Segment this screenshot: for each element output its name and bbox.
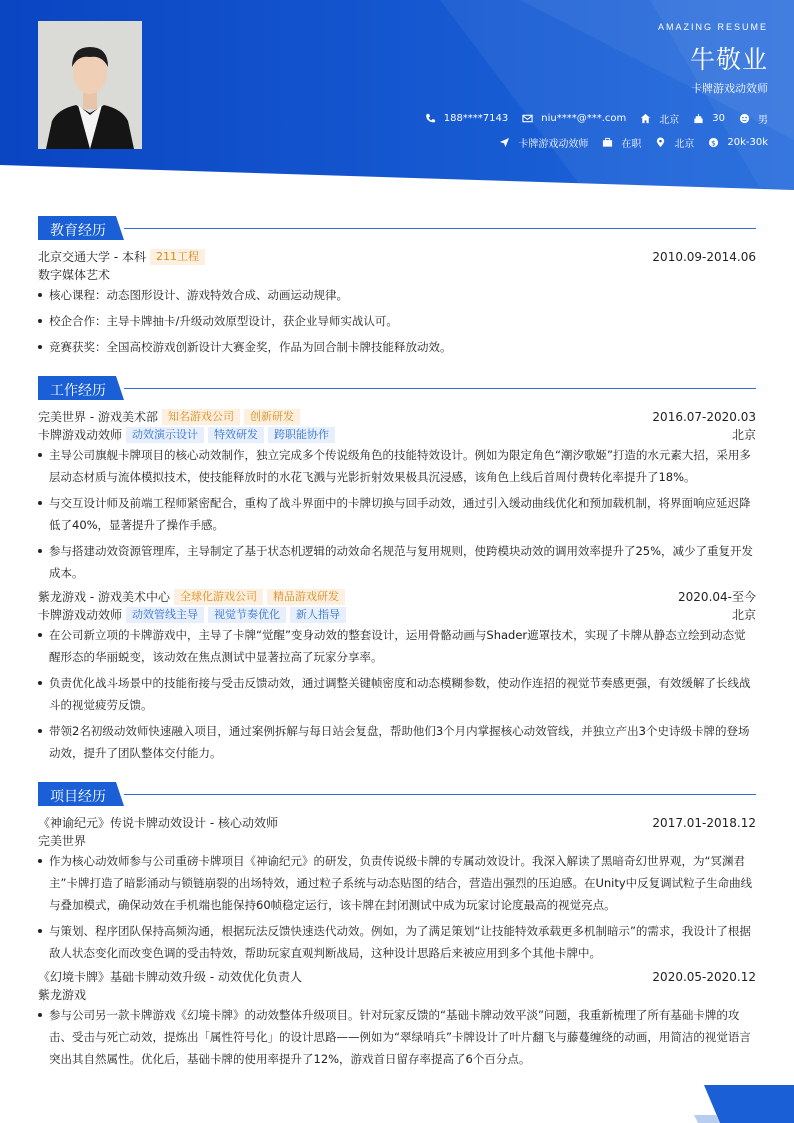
project-name: 《幻境卡牌》基础卡牌动效升级 - 动效优化负责人: [38, 970, 302, 984]
job-bullets: [38, 624, 756, 768]
skill-tag: 视觉节奏优化: [208, 607, 286, 623]
section-tab: [38, 216, 124, 240]
company-tag: 知名游戏公司: [162, 409, 240, 425]
email-text: niu****@***.com: [541, 113, 627, 124]
target-role-text: 卡牌游戏动效师: [518, 139, 589, 150]
info-email: [522, 113, 626, 124]
candidate-role: 卡牌游戏动效师: [691, 82, 768, 95]
list-item: 参与公司另一款卡牌游戏《幻境卡牌》的动效整体升级项目。针对玩家反馈的“基础卡牌动效平淡”问题，我重新梳理了所有基础卡牌的攻击、受击与死亡动效，提炼出「属性符号化」的设计思路——例如为“翠绿哨兵”卡牌设计了叶片翻飞与藤蔓缠绕的动画，用简洁的视觉语言突出其自然属性。优化后，基础卡牌的使用率提升了12%，游戏首日留存率提高了6个百分点。: [38, 1004, 756, 1070]
project-company-row: [38, 832, 756, 850]
job-company: 完美世界 - 游戏美术部: [38, 410, 158, 424]
major: 数字媒体艺术: [38, 268, 111, 282]
location-icon: [655, 137, 666, 148]
section-title: 项目经历: [50, 789, 106, 805]
briefcase-icon: [602, 137, 613, 148]
candidate-name: 牛敬业: [689, 45, 768, 74]
project-title-row: [38, 968, 756, 986]
list-item: 带领2名初级动效师快速融入项目，通过案例拆解与每日站会复盘，帮助他们3个月内掌握核心动效管线，并独立产出3个史诗级卡牌的登场动效，提升了团队整体交付能力。: [38, 720, 756, 764]
job-company-row: [38, 408, 756, 426]
section-divider: [124, 794, 756, 795]
project-name: 《神谕纪元》传说卡牌动效设计 - 核心动效师: [38, 816, 278, 830]
salary-text: 20k-30k: [727, 137, 768, 148]
project-date: 2017.01-2018.12: [652, 816, 756, 830]
gender-text: 男: [758, 115, 768, 126]
info-target-city: [655, 135, 694, 150]
job-intent-row: [485, 135, 768, 150]
section-work-header: [38, 376, 756, 400]
list-item: 校企合作：主导卡牌抽卡/升级动效原型设计，获企业导师实战认可。: [38, 310, 756, 332]
skill-tag: 特效研发: [208, 427, 264, 443]
project-bullets: [38, 1004, 756, 1074]
job-date: 2016.07-2020.03: [652, 410, 756, 424]
mail-icon: [522, 113, 533, 124]
status-text: 在职: [621, 139, 642, 150]
salary-icon: [708, 137, 719, 148]
info-phone: [425, 113, 509, 124]
job-city: 北京: [731, 608, 756, 622]
phone-text: 188****7143: [443, 113, 509, 124]
job-position: 卡牌游戏动效师: [38, 428, 123, 442]
job-position-row: [38, 426, 756, 444]
section-tab: [38, 782, 124, 806]
list-item: 负责优化战斗场景中的技能衔接与受击反馈动效，通过调整关键帧密度和动态模糊参数，使动作连招的视觉节奏感更强，有效缓解了长线战斗的视觉疲劳反馈。: [38, 672, 756, 716]
list-item: 参与搭建动效资源管理库，主导制定了基于状态机逻辑的动效命名规范与复用规则，使跨模块动效的调用效率提升了25%，减少了重复开发成本。: [38, 540, 756, 584]
project-company-row: [38, 986, 756, 1004]
svg-text:$: $: [711, 138, 717, 148]
skill-tag: 动效演示设计: [126, 427, 204, 443]
cake-icon: [693, 113, 704, 124]
skill-tag: 新人指导: [290, 607, 346, 623]
job-position: 卡牌游戏动效师: [38, 608, 123, 622]
section-education-header: [38, 216, 756, 240]
education-date: 2010.09-2014.06: [652, 250, 756, 264]
list-item: 作为核心动效师参与公司重磅卡牌项目《神谕纪元》的研发，负责传说级卡牌的专属动效设计。我深入解读了黑暗奇幻世界观，为“冥渊君主”卡牌打造了暗影涌动与锁链崩裂的出场特效，通过粒子系统与动态贴图的结合，营造出强烈的压迫感。在Unity中反复调试粒子生命曲线与叠加模式，确保动效在手机端也能保持60帧稳定运行，该卡牌在封闭测试中成为玩家讨论度最高的视觉亮点。: [38, 850, 756, 916]
target-city-text: 北京: [674, 139, 695, 150]
job-position-row: [38, 606, 756, 624]
project-title-row: [38, 814, 756, 832]
list-item: 与策划、程序团队保持高频沟通，根据玩法反馈快速迭代动效。例如，为了满足策划“让技能特效承载更多机制暗示”的需求，我设计了根据敌人状态变化而改变色调的受击特效，帮助玩家直观判断战局，这种设计思路后来被应用到多个其他卡牌中。: [38, 920, 756, 964]
list-item: 与交互设计师及前端工程师紧密配合，重构了战斗界面中的卡牌切换与回手动效，通过引入缓动曲线优化和预加载机制，将界面响应延迟降低了40%，显著提升了操作手感。: [38, 492, 756, 536]
contact-info-row: [411, 111, 768, 126]
education-major-row: [38, 266, 756, 284]
project-company: 完美世界: [38, 834, 87, 848]
info-salary: [708, 137, 768, 148]
section-divider: [124, 388, 756, 389]
school-name: 北京交通大学 - 本科: [38, 250, 146, 264]
education-bullets: [38, 284, 756, 362]
job-date: 2020.04-至今: [678, 590, 756, 604]
info-target-role: [499, 135, 588, 150]
section-title: 工作经历: [50, 383, 106, 399]
gender-icon: [739, 113, 750, 124]
company-tag: 创新研发: [244, 409, 300, 425]
home-text: 北京: [659, 115, 680, 126]
resume-header: [0, 0, 794, 200]
list-item: 核心课程：动态图形设计、游戏特效合成、动画运动规律。: [38, 284, 756, 306]
phone-icon: [425, 113, 436, 124]
company-tag: 精品游戏研发: [267, 589, 345, 605]
list-item: 在公司新立项的卡牌游戏中，主导了卡牌“觉醒”变身动效的整套设计，运用骨骼动画与Shader遮罩技术，实现了卡牌从静态立绘到动态觉醒形态的华丽蜕变，该动效在焦点测试中显著拉高了玩家分享率。: [38, 624, 756, 668]
send-icon: [499, 137, 510, 148]
home-icon: [640, 113, 651, 124]
education-school-row: [38, 248, 756, 266]
list-item: 竞赛获奖：全国高校游戏创新设计大赛金奖，作品为回合制卡牌技能释放动效。: [38, 336, 756, 358]
resume-tagline: AMAZING RESUME: [657, 22, 768, 32]
company-tag: 全球化游戏公司: [174, 589, 263, 605]
info-gender: [739, 111, 768, 126]
job-city: 北京: [731, 428, 756, 442]
skill-tag: 跨职能协作: [268, 427, 335, 443]
project-company: 紫龙游戏: [38, 988, 87, 1002]
job-company: 紫龙游戏 - 游戏美术中心: [38, 590, 170, 604]
section-title: 教育经历: [50, 223, 106, 239]
info-home: [640, 111, 679, 126]
skill-tag: 动效管线主导: [126, 607, 204, 623]
project-bullets: [38, 850, 756, 968]
project-date: 2020.05-2020.12: [652, 970, 756, 984]
list-item: 主导公司旗舰卡牌项目的核心动效制作，独立完成多个传说级角色的技能特效设计。例如为限定角色“潮汐歌姬”打造的水元素大招，采用多层动态材质与流体模拟技术，使技能释放时的水花飞溅与光影折射效果极具沉浸感，该角色上线后首周付费转化率提升了18%。: [38, 444, 756, 488]
job-company-row: [38, 588, 756, 606]
section-tab: [38, 376, 124, 400]
profile-photo: [38, 21, 142, 149]
section-projects-header: [38, 782, 756, 806]
section-divider: [124, 228, 756, 229]
footer-decoration: [690, 1085, 794, 1123]
school-tag: 211工程: [150, 249, 205, 265]
job-bullets: [38, 444, 756, 588]
info-status: [602, 135, 641, 150]
age-text: 30: [712, 113, 725, 124]
info-age: [693, 113, 725, 124]
